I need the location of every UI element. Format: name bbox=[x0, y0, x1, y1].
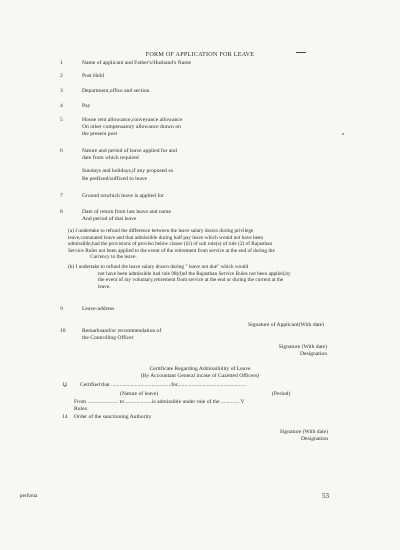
item-label: Nature and period of leave applied for and bbox=[82, 148, 177, 154]
item-number: 5 bbox=[60, 117, 63, 123]
item-label: the Controlling Officer bbox=[82, 335, 134, 342]
item-label: Remarksand/or recommendation of bbox=[82, 328, 162, 334]
item-label: Sundays and holidays,if any proposed so bbox=[82, 168, 174, 175]
certificate-heading: Certificate Regarding Admissibility of Leave bbox=[149, 366, 251, 372]
item-label: Date of return from last leave and name bbox=[82, 209, 171, 215]
sanctioning-authority-signature bbox=[280, 429, 328, 443]
signature-label: Signature (With date) bbox=[279, 429, 328, 435]
certificate-line: From ...................... to ...................is admissible under rule of the ............. V bbox=[74, 399, 245, 405]
item-number: 11 bbox=[62, 382, 68, 388]
controlling-officer-signature bbox=[279, 344, 327, 358]
footer-label: perfoma bbox=[20, 493, 38, 499]
item-label: Post Held bbox=[82, 73, 104, 79]
period-label: (Period) bbox=[272, 391, 291, 397]
signature-label: Signature (With date) bbox=[278, 344, 327, 350]
item-number: 7 bbox=[60, 193, 63, 199]
item-label: Pay bbox=[82, 103, 91, 109]
item-number: 10 bbox=[60, 328, 66, 334]
designation-label: Designation bbox=[299, 351, 327, 357]
form-title: FORM OF APPLICATION FOR LEAVE bbox=[145, 51, 255, 58]
item-label: date from which required bbox=[82, 155, 139, 162]
applicant-signature-label: Signature of Applicant(With date) bbox=[247, 322, 324, 328]
undertaking-a: (a) I undertake to refund the difference between the leave salary drawn during privilege leave,comutated leave and that admissible during half pay leave which would not have been admissible,had the provisions of proviso below clause (iii) of sub rule(s) of rule (2) of Rajasthan Service Rules not been applied to the event of the retirement from service at the end of during the Currency to the leave. bbox=[68, 228, 275, 261]
item-label: And period of that leave bbox=[82, 216, 137, 223]
item-label: Name of applicant and Father's/Husband's Name bbox=[82, 60, 192, 66]
item-label: On other compensatory allowance drawn on bbox=[82, 124, 181, 131]
item-label: Be prefixed/suffixed to leave bbox=[82, 175, 147, 182]
item-number: 4 bbox=[60, 103, 63, 109]
nature-of-leave-label: (Nature of leave) bbox=[120, 391, 159, 397]
item-label: Ground onwhich leave is applied for bbox=[82, 193, 164, 199]
certificate-subheading: (By Accountant General incase of Gazetted Officers) bbox=[140, 373, 260, 379]
certificate-line: Certified that ...........................................for................................................. bbox=[80, 382, 246, 388]
item-number: 6 bbox=[60, 148, 63, 154]
item-label: Order of the sanctioning Authority bbox=[74, 414, 152, 420]
item-number: 2 bbox=[60, 73, 63, 79]
designation-label: Designation bbox=[300, 436, 328, 442]
item-number: 8 bbox=[60, 209, 63, 215]
item-number: 3 bbox=[60, 88, 63, 94]
certificate-line: Rules. bbox=[74, 406, 89, 413]
undertaking-b: (b) I undertake to refund the leave salary drawn during " leave not due" which would not have been admissible had rule 98(d)of the Rajasthan Service Rules not been applied,by the event of my voluntary,retirement from service at the end or during the current at the leave. bbox=[68, 264, 291, 290]
item-number: 1 bbox=[60, 60, 63, 66]
item-label: Leave-address bbox=[82, 306, 115, 312]
item-label: House rent allowance,conveyance allowance bbox=[82, 117, 183, 123]
item-label: Department,office and section bbox=[82, 88, 150, 94]
item-label: the present post bbox=[82, 131, 118, 138]
item-number: 9 bbox=[60, 306, 63, 312]
speck bbox=[342, 133, 344, 135]
page-number: 53 bbox=[322, 492, 329, 500]
item-number: 14 bbox=[62, 414, 68, 420]
